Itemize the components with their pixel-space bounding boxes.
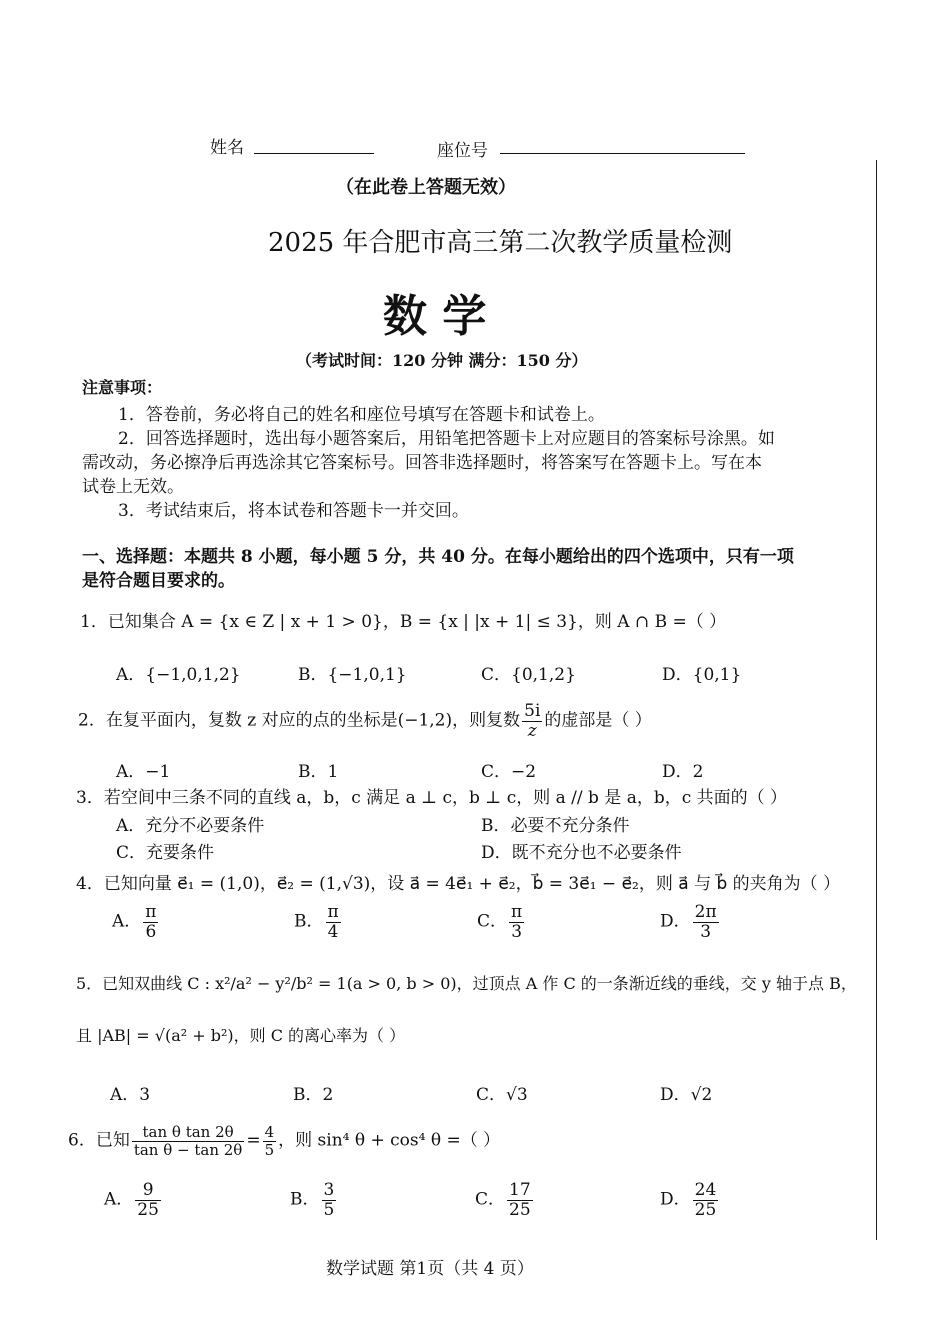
q4-option-b-label: B． bbox=[294, 911, 324, 932]
q6-rhs-num: 4 bbox=[264, 1123, 275, 1141]
q3-option-b: B．必要不充分条件 bbox=[481, 816, 630, 836]
q2-fraction bbox=[522, 702, 542, 740]
note-2-line3: 试卷上无效。 bbox=[82, 477, 184, 497]
note-2-line1: 2．回答选择题时，选出每小题答案后，用铅笔把答题卡上对应题目的答案标号涂黑。如 bbox=[118, 429, 775, 449]
q1-option-a: A．{−1,0,1,2} bbox=[116, 665, 241, 685]
q2-frac-num: 5i bbox=[524, 701, 541, 721]
q4-c-den: 3 bbox=[511, 921, 523, 942]
q4-a-num: π bbox=[145, 902, 157, 922]
section1-heading-line1: 一、选择题：本题共 8 小题，每小题 5 分，共 40 分。在每小题给出的四个选项中，只有一项 bbox=[82, 547, 794, 567]
q4-d-num: 2π bbox=[694, 902, 717, 922]
q3-stem: 3．若空间中三条不同的直线 a，b，c 满足 a ⊥ c，b ⊥ c，则 a // b 是 a，b，c 共面的（ ） bbox=[76, 788, 788, 808]
note-3: 3．考试结束后，将本试卷和答题卡一并交回。 bbox=[118, 501, 469, 521]
q6-option-b-label: B． bbox=[290, 1189, 320, 1210]
q6-option-a-frac bbox=[135, 1181, 161, 1219]
seat-label: 座位号 bbox=[437, 141, 488, 161]
q6-rhs-fraction bbox=[263, 1124, 277, 1158]
q6-option-a-label: A． bbox=[104, 1189, 134, 1210]
name-label: 姓名 bbox=[210, 138, 244, 158]
q6-option-b-frac bbox=[322, 1181, 337, 1219]
q2-option-c: C．−2 bbox=[481, 762, 537, 782]
q6-equals: = bbox=[246, 1130, 261, 1151]
q6-main-fraction bbox=[132, 1124, 245, 1158]
q2-frac-den: z bbox=[527, 720, 537, 741]
q5-option-b: B．2 bbox=[293, 1085, 334, 1105]
q6-option-d-frac bbox=[693, 1181, 719, 1219]
q6-stem-pre: 6．已知 bbox=[68, 1130, 130, 1151]
q6-option-d-label: D． bbox=[660, 1189, 691, 1210]
q6-option-c-frac bbox=[507, 1181, 533, 1219]
note-2-line2: 需改动，务必擦净后再选涂其它答案标号。回答非选择题时，将答案写在答题卡上。写在本 bbox=[82, 453, 762, 473]
note-1: 1．答卷前，务必将自己的姓名和座位号填写在答题卡和试卷上。 bbox=[118, 405, 605, 425]
q6-frac-den: tan θ − tan 2θ bbox=[133, 1140, 243, 1159]
q6-a-num: 9 bbox=[135, 1181, 161, 1201]
q5-option-a: A．3 bbox=[110, 1085, 151, 1105]
page-edge-line bbox=[876, 160, 877, 1240]
q4-option-d bbox=[660, 903, 721, 941]
q2-option-d: D．2 bbox=[662, 762, 704, 782]
q2-option-b: B．1 bbox=[298, 762, 339, 782]
q5-stem-line2: 且 |AB| = √(a² + b²)，则 C 的离心率为（ ） bbox=[76, 1026, 406, 1045]
q4-option-a bbox=[112, 903, 160, 941]
q6-stem-post: ，则 sin⁴ θ + cos⁴ θ =（ ） bbox=[278, 1130, 501, 1151]
q4-option-d-frac bbox=[693, 903, 719, 941]
q6-stem bbox=[68, 1124, 500, 1158]
q6-option-b bbox=[290, 1181, 338, 1219]
section1-heading-line2: 是符合题目要求的。 bbox=[82, 571, 235, 591]
q6-option-c-label: C． bbox=[475, 1189, 506, 1210]
q4-option-c bbox=[477, 903, 526, 941]
q1-stem: 1．已知集合 A = {x ∈ Z | x + 1 > 0}，B = {x | |x + 1| ≤ 3}，则 A ∩ B =（ ） bbox=[80, 612, 727, 632]
page-footer: 数学试题 第1页（共 4 页） bbox=[326, 1259, 534, 1279]
notes-heading: 注意事项： bbox=[82, 378, 163, 397]
q1-option-d: D．{0,1} bbox=[662, 665, 742, 685]
q6-b-den: 5 bbox=[323, 1199, 335, 1220]
q4-a-den: 6 bbox=[145, 921, 157, 942]
exam-title: 2025 年合肥市高三第二次教学质量检测 bbox=[268, 228, 733, 258]
q2-stem-pre: 2．在复平面内，复数 z 对应的点的坐标是(−1,2)，则复数 bbox=[78, 710, 521, 731]
q6-option-a bbox=[104, 1181, 163, 1219]
q2-stem-post: 的虚部是（ ） bbox=[544, 710, 652, 731]
q4-option-c-label: C． bbox=[477, 911, 508, 932]
q6-c-num: 17 bbox=[509, 1180, 531, 1200]
q5-option-c: C．√3 bbox=[476, 1085, 528, 1105]
q6-d-num: 24 bbox=[694, 1180, 717, 1200]
seat-blank bbox=[500, 153, 745, 154]
q4-b-den: 4 bbox=[327, 921, 339, 942]
q4-option-b bbox=[294, 903, 343, 941]
q5-stem-line1: 5．已知双曲线 C : x²/a² − y²/b² = 1(a > 0, b > 0)，过顶点 A 作 C 的一条渐近线的垂线，交 y 轴于点 B， bbox=[76, 974, 857, 993]
q4-option-a-label: A． bbox=[112, 911, 142, 932]
q1-option-b: B．{−1,0,1} bbox=[298, 665, 407, 685]
q3-option-c: C．充要条件 bbox=[116, 843, 215, 863]
q4-option-c-frac bbox=[509, 903, 524, 941]
q5-option-d: D．√2 bbox=[660, 1085, 713, 1105]
q4-stem: 4．已知向量 e⃗₁ = (1,0)，e⃗₂ = (1,√3)，设 a⃗ = 4e⃗₁ + e⃗₂，b⃗ = 3e⃗₁ − e⃗₂，则 a⃗ 与 b⃗ 的夹角为（ ） bbox=[76, 874, 841, 894]
q1-option-c: C．{0,1,2} bbox=[481, 665, 576, 685]
q6-rhs-den: 5 bbox=[264, 1140, 275, 1159]
q3-option-a: A．充分不必要条件 bbox=[116, 816, 265, 836]
q2-option-a: A．−1 bbox=[116, 762, 171, 782]
q2-stem bbox=[78, 702, 652, 740]
q3-option-d: D．既不充分也不必要条件 bbox=[481, 843, 682, 863]
subject-title: 数 学 bbox=[383, 291, 487, 342]
q4-option-b-frac bbox=[326, 903, 341, 941]
q4-option-a-frac bbox=[143, 903, 158, 941]
q6-option-c bbox=[475, 1181, 535, 1219]
q4-c-num: π bbox=[511, 902, 523, 922]
q6-frac-num: tan θ tan 2θ bbox=[132, 1124, 245, 1142]
exam-time-info: （考试时间：120 分钟 满分：150 分） bbox=[296, 351, 588, 370]
q6-c-den: 25 bbox=[509, 1199, 531, 1220]
q6-option-d bbox=[660, 1181, 720, 1219]
q6-b-num: 3 bbox=[323, 1180, 335, 1200]
invalid-note: （在此卷上答题无效） bbox=[336, 177, 516, 198]
q4-b-num: π bbox=[327, 902, 339, 922]
name-blank bbox=[254, 153, 374, 154]
q6-a-den: 25 bbox=[137, 1199, 159, 1220]
q4-option-d-label: D． bbox=[660, 911, 691, 932]
q4-d-den: 3 bbox=[700, 921, 712, 942]
q6-d-den: 25 bbox=[694, 1199, 717, 1220]
